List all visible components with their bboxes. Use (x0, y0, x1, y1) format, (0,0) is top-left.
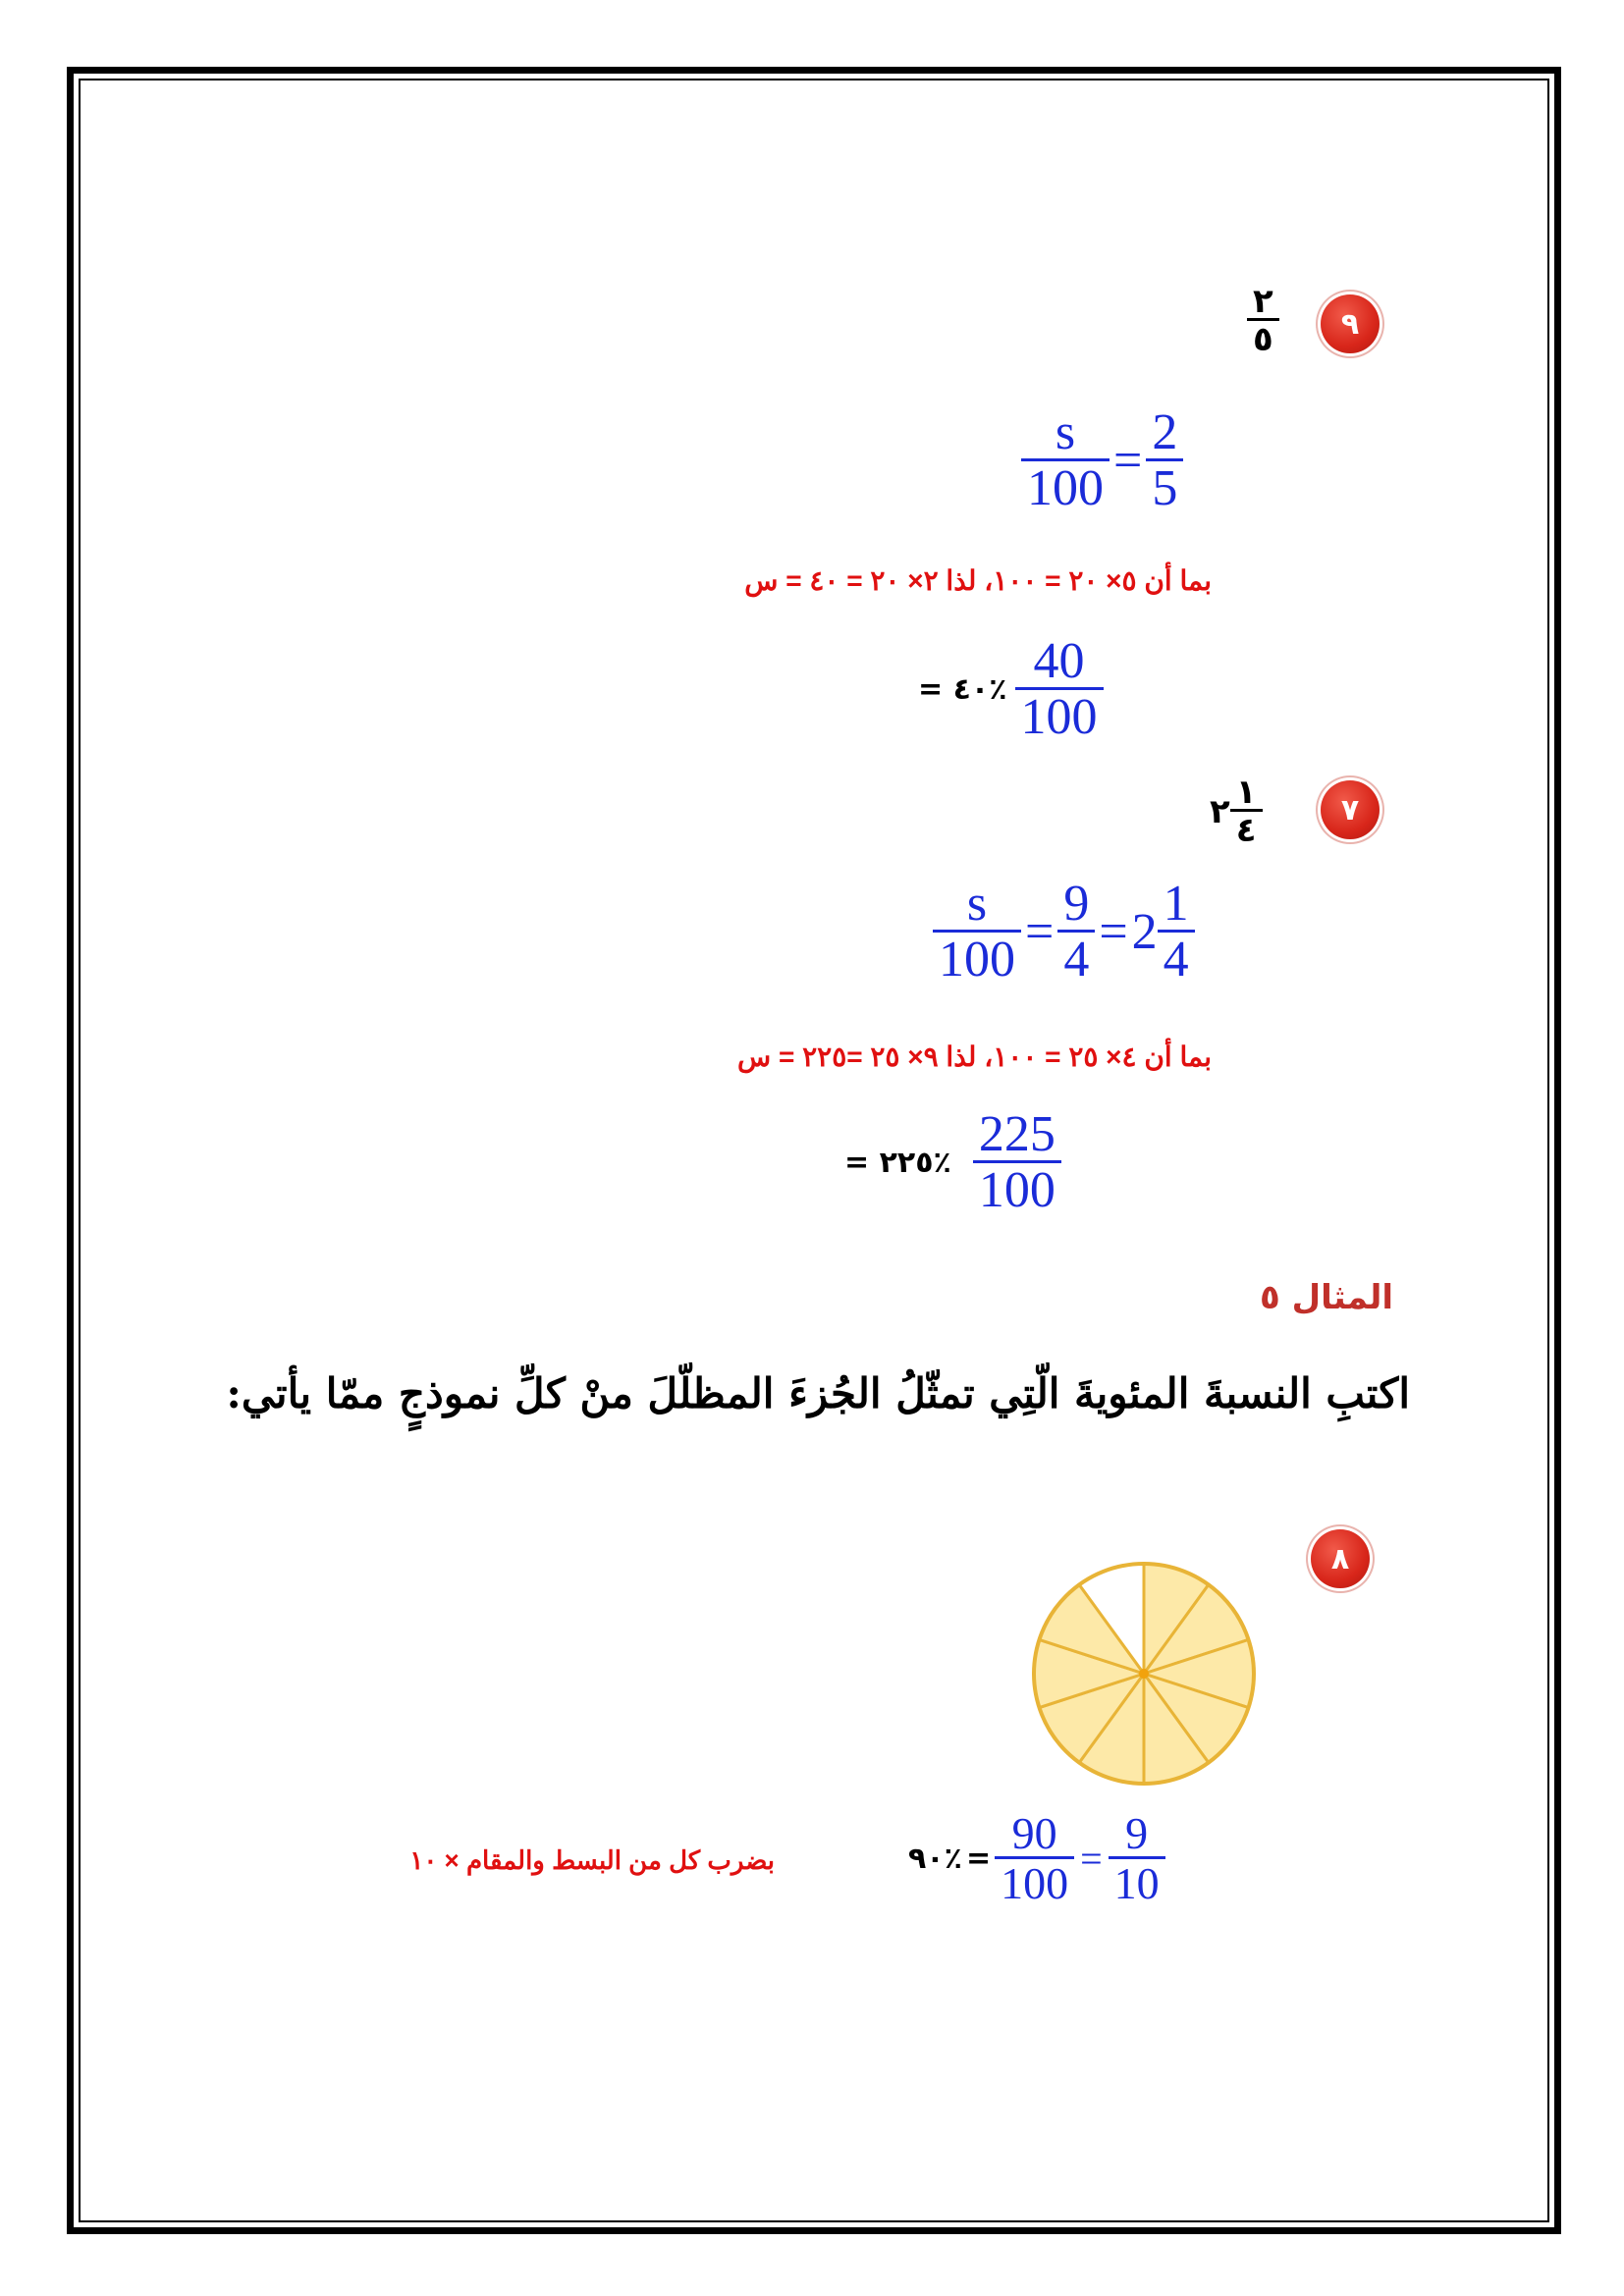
eq8-equals-2: = (965, 1842, 992, 1876)
eq8-mid-den: 100 (995, 1856, 1074, 1906)
eq7-mid-den: 4 (1057, 930, 1095, 986)
eq7-rhs-den: 4 (1158, 930, 1195, 986)
problem-9-equation (1021, 404, 1183, 516)
problem-8-badge (1311, 1529, 1370, 1588)
problem-7-badge (1321, 780, 1380, 839)
eq9-rhs-num: 2 (1152, 404, 1178, 460)
result9-den: 100 (1015, 687, 1104, 743)
problem-7-equation (933, 876, 1195, 988)
problem-7-mixed-number (1210, 773, 1263, 850)
eq9-lhs-num: s (1055, 404, 1076, 460)
problem-7-number: ٧ (1340, 792, 1360, 828)
result9-num: 40 (1033, 633, 1085, 689)
eq8-lhs-den: 10 (1109, 1856, 1165, 1906)
eq9-rhs-den: 5 (1146, 458, 1183, 514)
problem-9-result (918, 633, 1104, 745)
eq7-lhs-den: 100 (933, 930, 1021, 986)
result9-percent: ٪٤٠ = (918, 672, 1007, 707)
problem-9-fraction-num: ٢ (1253, 282, 1273, 321)
problem-9-fraction (1247, 282, 1279, 359)
eq7-whole: 2 (1131, 904, 1158, 960)
eq8-mid-num: 90 (1011, 1808, 1057, 1858)
problem-9-explanation: بما أن ٥× ٢٠ = ١٠٠، لذا ٢× ٢٠ = ٤٠ = س (744, 565, 1212, 596)
mixed-whole: ٢ (1210, 791, 1230, 831)
pie-model (1026, 1556, 1262, 1791)
eq7-equals-1: = (1025, 904, 1055, 960)
eq8-lhs-num: 9 (1125, 1808, 1149, 1858)
problem-8-explanation: بضرب كل من البسط والمقام × ١٠ (409, 1845, 775, 1875)
problem-7-explanation: بما أن ٤× ٢٥ = ١٠٠، لذا ٩× ٢٥ =٢٢٥ = س (737, 1041, 1212, 1072)
problem-9-number: ٩ (1340, 306, 1360, 342)
eq8-equals-1: = (1080, 1837, 1103, 1881)
eq7-equals-2: = (1099, 904, 1128, 960)
result7-num: 225 (978, 1106, 1056, 1162)
problem-7-result (844, 1106, 1061, 1218)
problem-8-equation (908, 1808, 1165, 1908)
eq9-equals: = (1113, 433, 1143, 489)
example-heading: المثال ٥ (1260, 1278, 1393, 1317)
pie-center (1139, 1669, 1149, 1679)
example-instruction: اكتبِ النسبةَ المئويةَ الّتِي تمثّلُ الجُزءَ المظلّلَ منْ كلِّ نموذجٍ ممّا يأتي: (226, 1369, 1410, 1417)
mixed-num: ١ (1235, 773, 1257, 812)
eq7-rhs-num: 1 (1163, 876, 1189, 932)
eq7-mid-num: 9 (1063, 876, 1090, 932)
eq9-lhs-den: 100 (1021, 458, 1110, 514)
problem-8-number: ٨ (1330, 1541, 1350, 1576)
result7-den: 100 (973, 1160, 1061, 1216)
mixed-den: ٤ (1230, 809, 1263, 847)
result7-percent: ٪٢٢٥ = (844, 1146, 951, 1180)
eq7-lhs-num: s (966, 876, 988, 932)
problem-9-badge (1321, 294, 1380, 353)
page-border-inner (79, 79, 1549, 2222)
eq8-percent: ٪٩٠ (908, 1842, 962, 1876)
problem-9-fraction-den: ٥ (1247, 318, 1279, 356)
